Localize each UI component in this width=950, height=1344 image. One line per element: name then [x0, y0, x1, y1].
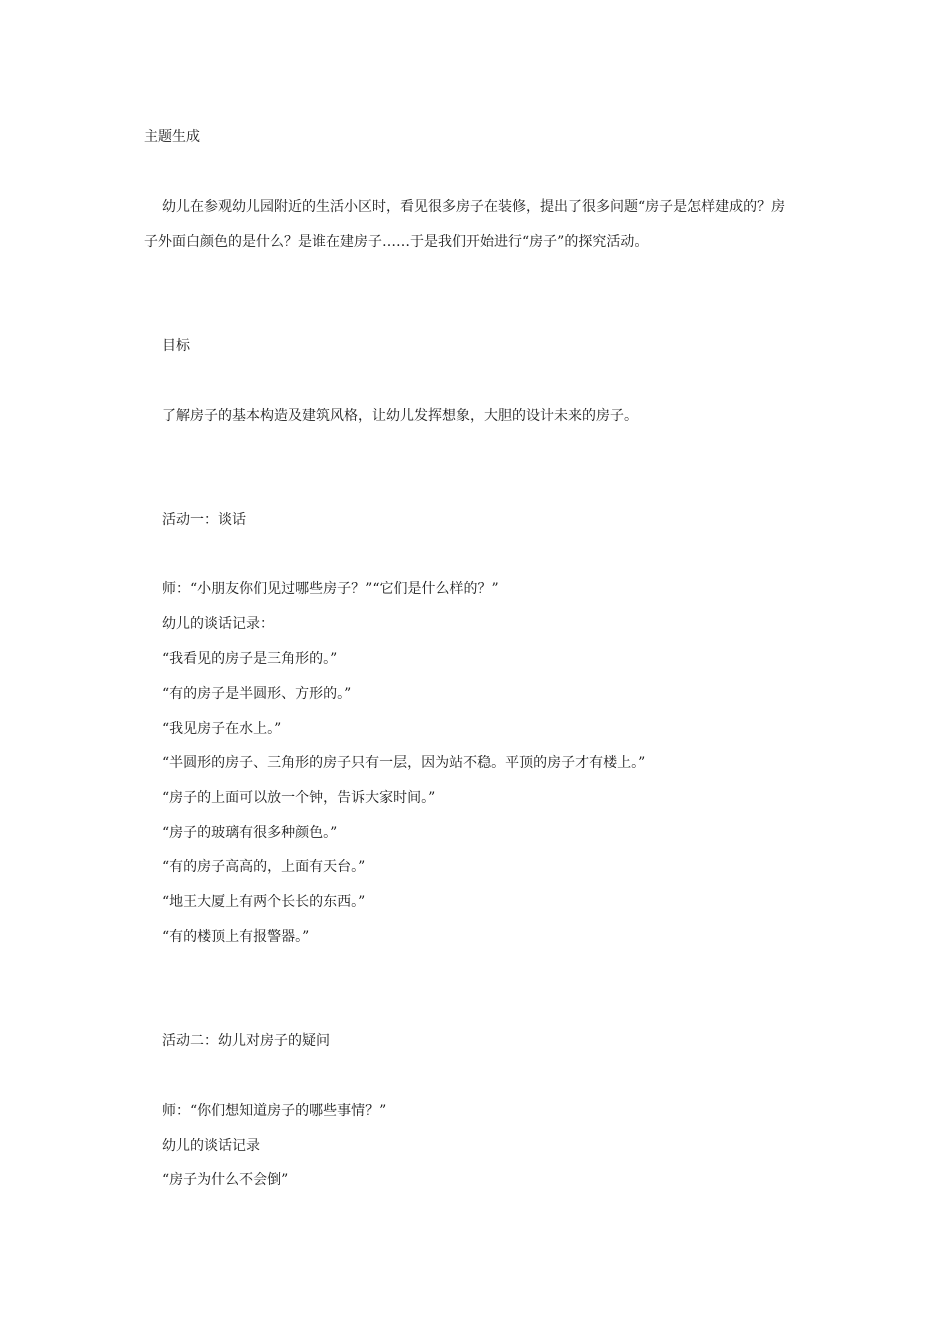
activity-2-quote: “房子为什么不会倒”: [162, 1172, 289, 1188]
activity-1-teacher-question: 师：“小朋友你们见过哪些房子？”“它们是什么样的？”: [162, 581, 499, 597]
activity-1-quote: “我见房子在水上。”: [162, 721, 282, 737]
activity-2-record-label: 幼儿的谈话记录: [162, 1138, 260, 1154]
section-heading-activity-2: 活动二：幼儿对房子的疑问: [162, 1033, 330, 1049]
activity-2-teacher-question: 师：“你们想知道房子的哪些事情？”: [162, 1103, 387, 1119]
activity-1-quote: “有的楼顶上有报警器。”: [162, 929, 310, 945]
activity-1-quote: “我看见的房子是三角形的。”: [162, 651, 338, 667]
activity-1-record-label: 幼儿的谈话记录：: [162, 616, 274, 632]
activity-1-quote: “有的房子高高的，上面有天台。”: [162, 859, 366, 875]
section-heading-activity-1: 活动一：谈话: [162, 512, 246, 528]
goal-text: 了解房子的基本构造及建筑风格，让幼儿发挥想象，大胆的设计未来的房子。: [162, 408, 638, 424]
activity-1-quote: “地王大厦上有两个长长的东西。”: [162, 894, 366, 910]
intro-paragraph-line-1: 幼儿在参观幼儿园附近的生活小区时，看见很多房子在装修，提出了很多问题“房子是怎样建成的？房: [162, 199, 786, 215]
intro-paragraph-line-2: 子外面白颜色的是什么？是谁在建房子……于是我们开始进行“房子”的探究活动。: [144, 234, 649, 250]
activity-1-quote: “半圆形的房子、三角形的房子只有一层，因为站不稳。平顶的房子才有楼上。”: [162, 755, 646, 771]
section-heading-goal: 目标: [162, 338, 190, 354]
activity-1-quote: “房子的玻璃有很多种颜色。”: [162, 825, 338, 841]
section-heading-theme: 主题生成: [144, 129, 200, 145]
activity-1-quote: “房子的上面可以放一个钟，告诉大家时间。”: [162, 790, 436, 806]
activity-1-quote: “有的房子是半圆形、方形的。”: [162, 686, 352, 702]
